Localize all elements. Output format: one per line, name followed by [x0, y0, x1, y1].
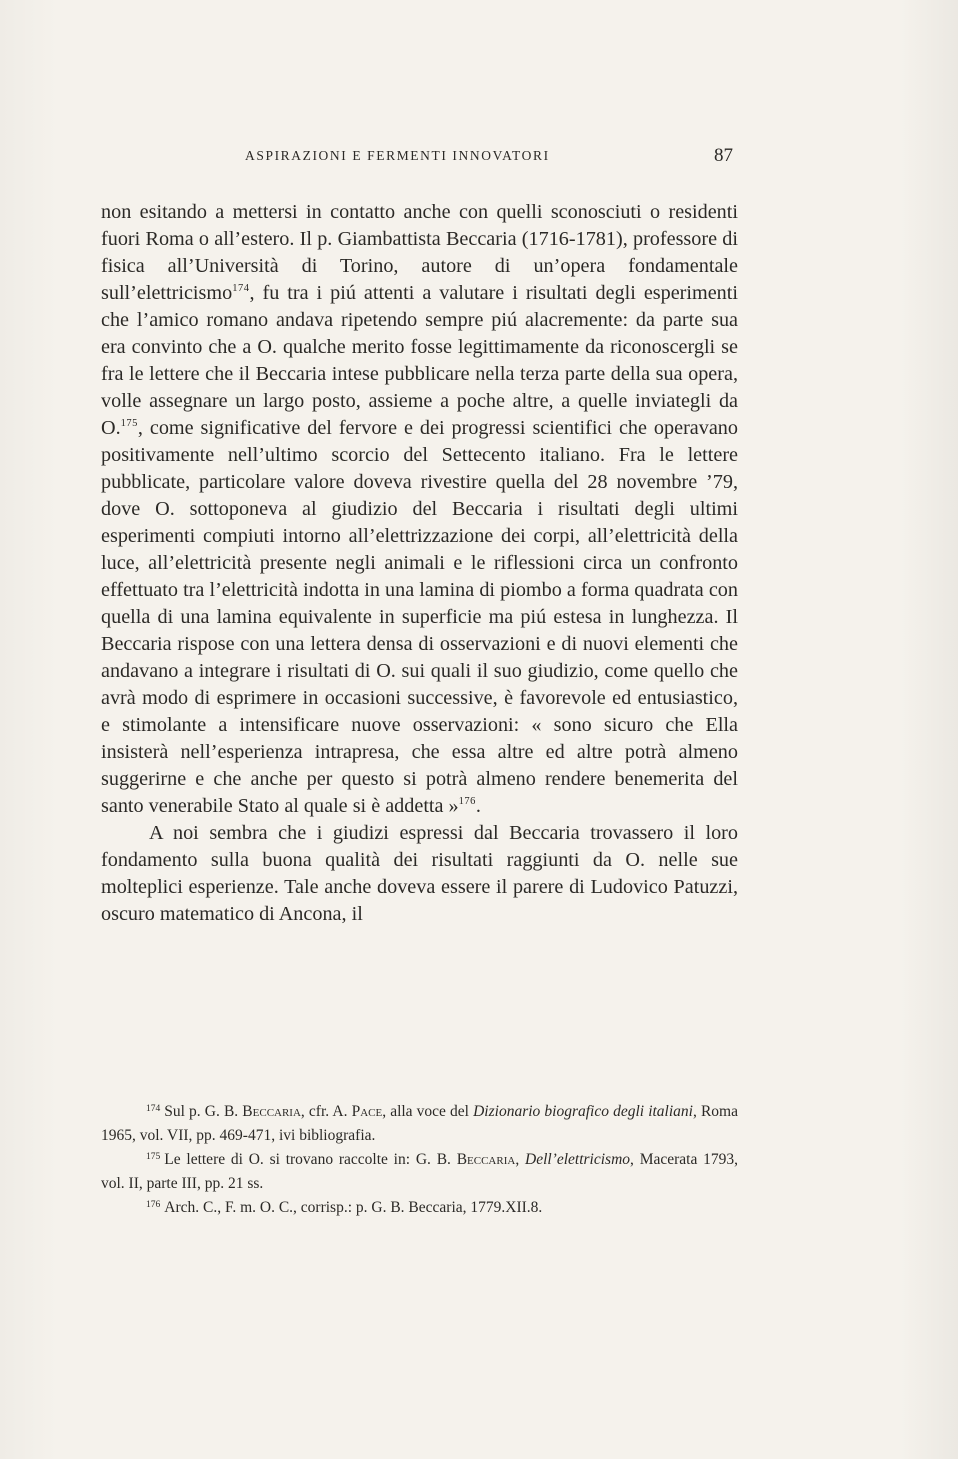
footnote-text: Le lettere di O. si trovano raccolte in: G. B.: [164, 1151, 457, 1168]
footnote-title: Dell’elettricismo: [525, 1151, 631, 1168]
footnote-ref-174: 174: [232, 283, 250, 294]
footnote-text: , Macerata 1793, vol. II, parte III, pp. 21 ss.: [101, 1151, 739, 1192]
footnote-text: , cfr. A.: [300, 1103, 352, 1120]
footnote-ref-176: 176: [458, 796, 476, 807]
footnote-number: 175: [146, 1152, 161, 1162]
footnote-author: Beccaria: [242, 1103, 301, 1120]
footnote-ref-175: 175: [120, 418, 138, 429]
paragraph-2: A noi sembra che i giudizi espressi dal Beccaria trovassero il loro fondamento sulla buona qualità dei risultati raggiunti da O. nelle sue molteplici esperienze. Tale anche doveva essere il parere di Ludovico Patuzzi, oscuro matematico di Ancona, il: [101, 822, 738, 925]
footnote-title: Dizionario biografico degli italiani: [473, 1103, 693, 1120]
footnote-number: 176: [146, 1200, 161, 1210]
page-number: 87: [714, 145, 733, 166]
footnote-author: Beccaria: [456, 1151, 516, 1168]
paragraph-1-text-2: , fu tra i piú attenti a valutare i risultati degli esperimenti che l’amico romano andava ripetendo sempre piú alacremente: da parte sua era convinto che a O. qualche merito fosse legittimamente da riconoscergli se fra le lettere che il Beccaria intese pubblicare nella terza parte della sua opera, volle assegnare un largo posto, assieme a poche altre, a quelle inviategli da O.: [101, 282, 738, 439]
paragraph-1: [101, 199, 738, 820]
footnote-174: [101, 1100, 738, 1148]
running-head: ASPIRAZIONI E FERMENTI INNOVATORI: [245, 148, 550, 163]
footnote-176: [101, 1196, 738, 1220]
footnote-text: ,: [515, 1151, 525, 1168]
footnote-text: , alla voce del: [382, 1103, 474, 1120]
footnote-text: Sul p. G. B.: [164, 1103, 243, 1120]
footnote-text: , Roma 1965, vol. VII, pp. 469-471, ivi bibliografia.: [101, 1103, 738, 1144]
paragraph-1-text-4: .: [475, 795, 481, 817]
body-text: [101, 199, 738, 928]
footnote-author: Pace: [351, 1103, 383, 1120]
footnote-175: [101, 1148, 738, 1196]
paragraph-1-text-3: , come significative del fervore e dei progressi scientifici che operavano positivamente nell’ultimo scorcio del Settecento italiano. Fra le lettere pubblicate, particolare valore doveva rivestire quella del 28 novembre ’79, dove O. sottoponeva al giudizio del Beccaria i risultati degli ultimi esperimenti compiuti intorno all’elettrizzazione dei corpi, all’elettricità della luce, all’elettricità presente negli animali e le riflessioni circa un confronto effettuato tra l’elettricità indotta in una lamina di piombo a forma quadrata con quella di una lamina equivalente in superficie ma piú estesa in lunghezza. Il Beccaria rispose con una lettera densa di osservazioni e di nuovi elementi che andavano a integrare i risultati di O. sui quali il suo giudizio, come quello che avrà modo di esprimere in occasioni successive, è favorevole ed entusiastico, e stimolante a intensificare nuove osservazioni: « sono sicuro che Ella insisterà nell’esperienza intrapresa, che essa altre ed altre potrà almeno suggerirne e che anche per questo si potrà almeno rendere benemerita del santo venerabile Stato al quale si è addetta »: [101, 417, 738, 817]
footnote-text: Arch. C., F. m. O. C., corrisp.: p. G. B. Beccaria, 1779.XII.8.: [164, 1199, 543, 1216]
paragraph-1-text-1: non esitando a mettersi in contatto anche con quelli sconosciuti o residenti fuori Roma o all’estero. Il p. Giambattista Beccaria (1716-1781), professore di fisica all’Università di Torino, autore di un’opera fondamentale sull’elettricismo: [101, 201, 738, 304]
footnote-number: 174: [146, 1104, 161, 1114]
footnotes: [101, 1100, 738, 1220]
